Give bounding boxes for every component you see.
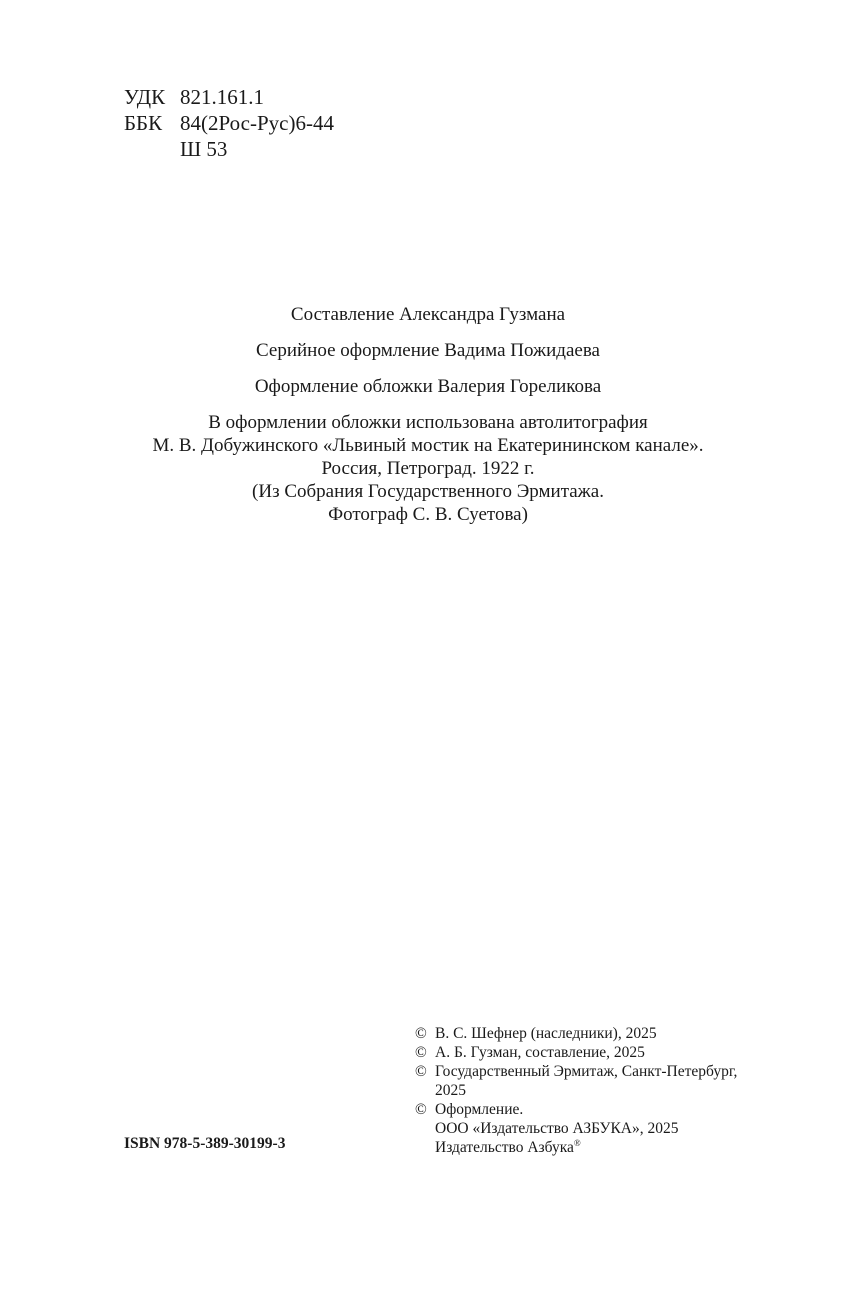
- copyright-icon: ©: [415, 1101, 427, 1118]
- series-design-credit: Серийное оформление Вадима Пожидаева: [256, 340, 600, 361]
- udk-label: УДК: [124, 85, 166, 109]
- credits-block: [0, 303, 856, 526]
- cover-art-credit: [0, 411, 856, 526]
- cover-art-line: В оформлении обложки использована автолитография: [208, 412, 648, 433]
- cover-art-line: Россия, Петроград. 1922 г.: [321, 458, 535, 479]
- copyright-block: [415, 1024, 737, 1157]
- copyright-text-continued: ООО «Издательство АЗБУКА», 2025: [435, 1120, 679, 1137]
- copyright-entry: [415, 1100, 737, 1119]
- copyright-icon: ©: [415, 1025, 427, 1042]
- copyright-icon: ©: [415, 1063, 427, 1080]
- udk-value: 821.161.1: [180, 85, 264, 109]
- copyright-entry: [415, 1024, 737, 1043]
- copyright-text: Государственный Эрмитаж, Санкт-Петербург,: [435, 1063, 738, 1080]
- copyright-text: Оформление.: [435, 1101, 524, 1118]
- udk-row: [124, 84, 334, 110]
- copyright-entry: [415, 1043, 737, 1062]
- copyright-text: В. С. Шефнер (наследники), 2025: [435, 1025, 657, 1042]
- copyright-text-continued: 2025: [435, 1082, 466, 1099]
- author-mark-row: [124, 136, 334, 162]
- cover-art-line: Фотограф С. В. Суетова): [328, 504, 528, 525]
- bbk-label: ББК: [124, 111, 163, 135]
- classification-block: [124, 84, 334, 162]
- bbk-value: 84(2Рос-Рус)6-44: [180, 111, 334, 135]
- cover-design-credit: Оформление обложки Валерия Гореликова: [254, 376, 602, 397]
- copyright-icon: ©: [415, 1044, 427, 1061]
- copyright-text: А. Б. Гузман, составление, 2025: [435, 1044, 645, 1061]
- compiler-credit: Составление Александра Гузмана: [290, 304, 566, 325]
- isbn: ISBN 978-5-389-30199-3: [124, 1135, 286, 1152]
- registered-mark-icon: ®: [573, 1137, 581, 1148]
- imprint: [415, 1138, 737, 1157]
- cover-art-line: (Из Собрания Государственного Эрмитажа.: [252, 481, 604, 502]
- cover-art-line: М. В. Добужинского «Львиный мостик на Екатерининском канале».: [152, 435, 704, 456]
- copyright-entry: [415, 1062, 737, 1081]
- bbk-row: [124, 110, 334, 136]
- imprint-text: Издательство Азбука: [435, 1139, 574, 1156]
- author-mark: Ш 53: [180, 137, 228, 161]
